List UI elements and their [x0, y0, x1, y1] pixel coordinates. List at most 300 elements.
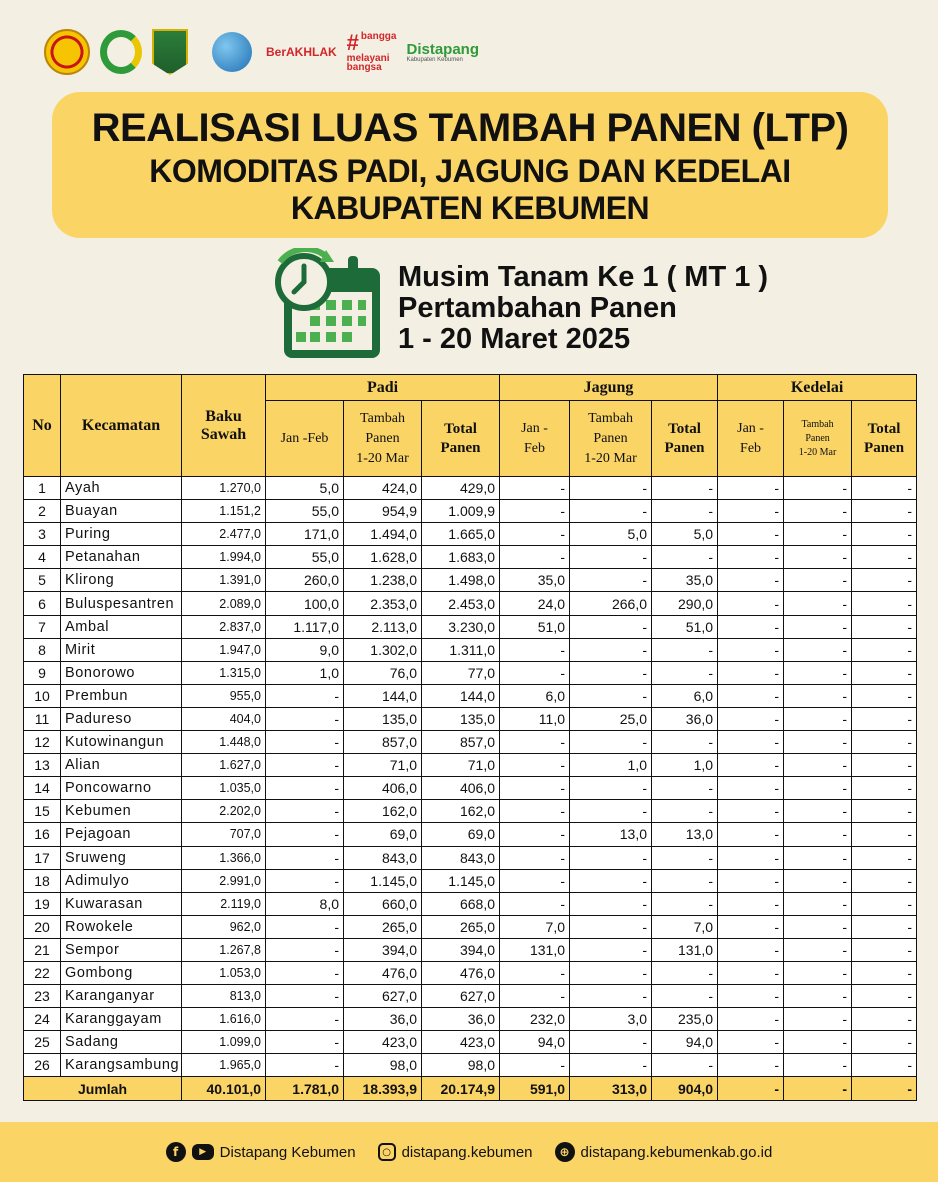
kecamatan-name: Poncowarno — [61, 777, 182, 800]
value-cell: - — [570, 985, 652, 1008]
value-cell: 2.453,0 — [422, 592, 500, 615]
kecamatan-name: Sruweng — [61, 846, 182, 869]
c-logo — [100, 30, 142, 74]
value-cell: 627,0 — [422, 985, 500, 1008]
value-cell: - — [718, 1054, 784, 1077]
value-cell: 1.448,0 — [182, 731, 266, 754]
total-cell: 313,0 — [570, 1077, 652, 1101]
footer-website[interactable] — [555, 1142, 773, 1162]
berakhlak-logo: BerAKHLAK — [266, 45, 337, 59]
value-cell: - — [500, 800, 570, 823]
kecamatan-name: Klirong — [61, 569, 182, 592]
table-row — [24, 800, 917, 823]
total-cell: - — [784, 1077, 852, 1101]
table-row — [24, 823, 917, 846]
value-cell: - — [784, 569, 852, 592]
value-cell: 36,0 — [344, 1008, 422, 1031]
row-number: 11 — [24, 707, 61, 730]
value-cell: 1.099,0 — [182, 1031, 266, 1054]
value-cell: 1,0 — [652, 754, 718, 777]
kecamatan-name: Buluspesantren — [61, 592, 182, 615]
value-cell: - — [570, 615, 652, 638]
value-cell: 35,0 — [652, 569, 718, 592]
value-cell: 1.053,0 — [182, 961, 266, 984]
value-cell: - — [718, 592, 784, 615]
value-cell: 24,0 — [500, 592, 570, 615]
value-cell: - — [500, 500, 570, 523]
value-cell: 71,0 — [422, 754, 500, 777]
header-jagung-total: Total Panen — [652, 401, 718, 477]
kecamatan-name: Alian — [61, 754, 182, 777]
row-number: 18 — [24, 869, 61, 892]
kecamatan-name: Sempor — [61, 938, 182, 961]
value-cell: - — [784, 1008, 852, 1031]
value-cell: 94,0 — [500, 1031, 570, 1054]
value-cell: - — [652, 477, 718, 500]
value-cell: - — [500, 546, 570, 569]
table-row — [24, 985, 917, 1008]
subtitle-line-1: Musim Tanam Ke 1 ( MT 1 ) — [398, 261, 769, 293]
value-cell: - — [718, 915, 784, 938]
value-cell: 1.366,0 — [182, 846, 266, 869]
value-cell: 36,0 — [652, 707, 718, 730]
value-cell: 707,0 — [182, 823, 266, 846]
value-cell: 3.230,0 — [422, 615, 500, 638]
value-cell: - — [570, 1054, 652, 1077]
kecamatan-name: Bonorowo — [61, 661, 182, 684]
value-cell: - — [718, 1031, 784, 1054]
value-cell: - — [570, 869, 652, 892]
table-row — [24, 615, 917, 638]
header-kedelai-jan-feb: Jan - Feb — [718, 401, 784, 477]
row-number: 13 — [24, 754, 61, 777]
value-cell: - — [852, 800, 917, 823]
value-cell: - — [718, 638, 784, 661]
kementan-logo — [44, 29, 90, 75]
row-number: 2 — [24, 500, 61, 523]
row-number: 9 — [24, 661, 61, 684]
value-cell: - — [570, 500, 652, 523]
subtitle-line-2: Pertambahan Panen — [398, 292, 677, 324]
value-cell: 2.113,0 — [344, 615, 422, 638]
value-cell: - — [570, 661, 652, 684]
kecamatan-name: Karanggayam — [61, 1008, 182, 1031]
value-cell: 98,0 — [422, 1054, 500, 1077]
value-cell: 71,0 — [344, 754, 422, 777]
value-cell: - — [266, 707, 344, 730]
table-row — [24, 661, 917, 684]
value-cell: 1.628,0 — [344, 546, 422, 569]
value-cell: 144,0 — [344, 684, 422, 707]
title-banner — [52, 92, 888, 238]
header-padi: Padi — [266, 375, 500, 401]
value-cell: - — [718, 1008, 784, 1031]
value-cell: 3,0 — [570, 1008, 652, 1031]
table-row — [24, 892, 917, 915]
row-number: 7 — [24, 615, 61, 638]
header-jagung: Jagung — [500, 375, 718, 401]
kecamatan-name: Padureso — [61, 707, 182, 730]
value-cell: 2.119,0 — [182, 892, 266, 915]
value-cell: - — [718, 800, 784, 823]
total-cell: 18.393,9 — [344, 1077, 422, 1101]
kecamatan-name: Ambal — [61, 615, 182, 638]
youtube-icon: ▶ — [192, 1144, 214, 1160]
value-cell: - — [266, 777, 344, 800]
value-cell: - — [570, 569, 652, 592]
facebook-icon: f — [166, 1142, 186, 1162]
kecamatan-name: Prembun — [61, 684, 182, 707]
value-cell: - — [784, 707, 852, 730]
value-cell: - — [784, 777, 852, 800]
value-cell: 55,0 — [266, 500, 344, 523]
value-cell: 423,0 — [422, 1031, 500, 1054]
value-cell: - — [266, 800, 344, 823]
value-cell: 13,0 — [570, 823, 652, 846]
value-cell: 98,0 — [344, 1054, 422, 1077]
row-number: 26 — [24, 1054, 61, 1077]
kecamatan-name: Karanganyar — [61, 985, 182, 1008]
value-cell: - — [852, 592, 917, 615]
total-label: Jumlah — [24, 1077, 182, 1101]
value-cell: 69,0 — [344, 823, 422, 846]
value-cell: - — [652, 500, 718, 523]
value-cell: - — [500, 661, 570, 684]
value-cell: - — [570, 777, 652, 800]
value-cell: 9,0 — [266, 638, 344, 661]
value-cell: 51,0 — [652, 615, 718, 638]
globe-logo — [212, 32, 252, 72]
value-cell: 857,0 — [344, 731, 422, 754]
value-cell: 51,0 — [500, 615, 570, 638]
value-cell: 77,0 — [422, 661, 500, 684]
value-cell: - — [784, 638, 852, 661]
value-cell: - — [652, 661, 718, 684]
value-cell: - — [784, 938, 852, 961]
header-kedelai-total: Total Panen — [852, 401, 917, 477]
globe-icon: ⊕ — [555, 1142, 575, 1162]
value-cell: - — [852, 869, 917, 892]
value-cell: - — [784, 823, 852, 846]
value-cell: 476,0 — [422, 961, 500, 984]
value-cell: - — [570, 1031, 652, 1054]
value-cell: - — [784, 546, 852, 569]
value-cell: 8,0 — [266, 892, 344, 915]
value-cell: - — [652, 638, 718, 661]
kecamatan-name: Kuwarasan — [61, 892, 182, 915]
value-cell: - — [784, 1054, 852, 1077]
value-cell: - — [852, 754, 917, 777]
kecamatan-name: Puring — [61, 523, 182, 546]
value-cell: - — [852, 915, 917, 938]
value-cell: - — [852, 731, 917, 754]
value-cell: - — [718, 661, 784, 684]
value-cell: - — [718, 477, 784, 500]
value-cell: 1.145,0 — [344, 869, 422, 892]
value-cell: - — [500, 869, 570, 892]
value-cell: - — [718, 546, 784, 569]
value-cell: - — [500, 638, 570, 661]
value-cell: 266,0 — [570, 592, 652, 615]
value-cell: - — [266, 985, 344, 1008]
row-number: 8 — [24, 638, 61, 661]
value-cell: - — [852, 985, 917, 1008]
table-row — [24, 938, 917, 961]
value-cell: - — [718, 615, 784, 638]
value-cell: - — [652, 777, 718, 800]
value-cell: 265,0 — [422, 915, 500, 938]
value-cell: - — [784, 731, 852, 754]
value-cell: - — [652, 731, 718, 754]
value-cell: 94,0 — [652, 1031, 718, 1054]
table-row — [24, 846, 917, 869]
value-cell: 1.494,0 — [344, 523, 422, 546]
value-cell: - — [852, 615, 917, 638]
row-number: 17 — [24, 846, 61, 869]
row-number: 14 — [24, 777, 61, 800]
value-cell: - — [266, 823, 344, 846]
value-cell: - — [500, 477, 570, 500]
row-number: 12 — [24, 731, 61, 754]
value-cell: - — [266, 684, 344, 707]
value-cell: 69,0 — [422, 823, 500, 846]
value-cell: 100,0 — [266, 592, 344, 615]
table-row — [24, 638, 917, 661]
value-cell: - — [570, 892, 652, 915]
value-cell: - — [784, 684, 852, 707]
value-cell: 2.991,0 — [182, 869, 266, 892]
kecamatan-name: Petanahan — [61, 546, 182, 569]
footer-instagram[interactable] — [378, 1143, 533, 1161]
value-cell: - — [570, 961, 652, 984]
value-cell: - — [852, 938, 917, 961]
value-cell: - — [266, 915, 344, 938]
table-row — [24, 592, 917, 615]
value-cell: - — [852, 892, 917, 915]
value-cell: - — [852, 546, 917, 569]
value-cell: 1,0 — [570, 754, 652, 777]
value-cell: - — [718, 869, 784, 892]
value-cell: 76,0 — [344, 661, 422, 684]
kecamatan-name: Ayah — [61, 477, 182, 500]
value-cell: 955,0 — [182, 684, 266, 707]
value-cell: 429,0 — [422, 477, 500, 500]
value-cell: - — [570, 915, 652, 938]
value-cell: - — [500, 823, 570, 846]
value-cell: - — [784, 892, 852, 915]
value-cell: - — [500, 777, 570, 800]
value-cell: - — [784, 615, 852, 638]
footer-social[interactable] — [166, 1142, 356, 1162]
table-row — [24, 1054, 917, 1077]
value-cell: - — [718, 707, 784, 730]
value-cell: - — [784, 985, 852, 1008]
value-cell: - — [784, 477, 852, 500]
value-cell: - — [784, 592, 852, 615]
value-cell: - — [718, 500, 784, 523]
title-line-3: KABUPATEN KEBUMEN — [290, 190, 650, 226]
value-cell: - — [718, 846, 784, 869]
total-cell: 591,0 — [500, 1077, 570, 1101]
value-cell: - — [718, 961, 784, 984]
row-number: 10 — [24, 684, 61, 707]
header-no: No — [24, 375, 61, 477]
value-cell: 476,0 — [344, 961, 422, 984]
value-cell: 232,0 — [500, 1008, 570, 1031]
row-number: 22 — [24, 961, 61, 984]
value-cell: - — [718, 892, 784, 915]
table-row — [24, 1008, 917, 1031]
value-cell: - — [570, 546, 652, 569]
table-body — [24, 477, 917, 1077]
row-number: 24 — [24, 1008, 61, 1031]
value-cell: 1.270,0 — [182, 477, 266, 500]
value-cell: 1,0 — [266, 661, 344, 684]
value-cell: 7,0 — [652, 915, 718, 938]
row-number: 5 — [24, 569, 61, 592]
value-cell: 1.498,0 — [422, 569, 500, 592]
instagram-handle: distapang.kebumen — [401, 1143, 533, 1161]
value-cell: 2.089,0 — [182, 592, 266, 615]
header-padi-jan-feb: Jan -Feb — [266, 401, 344, 477]
value-cell: - — [570, 938, 652, 961]
value-cell: 162,0 — [344, 800, 422, 823]
table-row — [24, 731, 917, 754]
kecamatan-name: Mirit — [61, 638, 182, 661]
total-row — [24, 1077, 917, 1101]
value-cell: 1.391,0 — [182, 569, 266, 592]
value-cell: 260,0 — [266, 569, 344, 592]
value-cell: - — [852, 477, 917, 500]
value-cell: 135,0 — [344, 707, 422, 730]
value-cell: - — [784, 523, 852, 546]
value-cell: - — [570, 477, 652, 500]
value-cell: - — [718, 523, 784, 546]
value-cell: 171,0 — [266, 523, 344, 546]
kebumen-regency-logo — [152, 29, 188, 75]
distapang-logo: Distapang Kabupaten Kebumen — [406, 40, 479, 63]
value-cell: 406,0 — [422, 777, 500, 800]
value-cell: - — [784, 800, 852, 823]
header-jagung-tambah: Tambah Panen 1-20 Mar — [570, 401, 652, 477]
value-cell: 6,0 — [500, 684, 570, 707]
value-cell: 144,0 — [422, 684, 500, 707]
value-cell: - — [500, 1054, 570, 1077]
value-cell: 36,0 — [422, 1008, 500, 1031]
table-row — [24, 546, 917, 569]
header-padi-tambah: Tambah Panen 1-20 Mar — [344, 401, 422, 477]
value-cell: - — [852, 569, 917, 592]
value-cell: - — [570, 800, 652, 823]
value-cell: - — [266, 754, 344, 777]
value-cell: - — [570, 684, 652, 707]
website-url: distapang.kebumenkab.go.id — [580, 1143, 773, 1161]
value-cell: - — [652, 961, 718, 984]
value-cell: 162,0 — [422, 800, 500, 823]
value-cell: - — [852, 961, 917, 984]
table-row — [24, 569, 917, 592]
value-cell: 131,0 — [500, 938, 570, 961]
table-row — [24, 523, 917, 546]
value-cell: - — [718, 823, 784, 846]
value-cell: - — [784, 961, 852, 984]
row-number: 20 — [24, 915, 61, 938]
value-cell: - — [852, 500, 917, 523]
value-cell: 1.315,0 — [182, 661, 266, 684]
value-cell: 1.665,0 — [422, 523, 500, 546]
value-cell: 2.353,0 — [344, 592, 422, 615]
value-cell: - — [852, 638, 917, 661]
value-cell: - — [852, 846, 917, 869]
value-cell: - — [652, 892, 718, 915]
value-cell: 1.965,0 — [182, 1054, 266, 1077]
row-number: 19 — [24, 892, 61, 915]
value-cell: 2.202,0 — [182, 800, 266, 823]
title-line-2: KOMODITAS PADI, JAGUNG DAN KEDELAI — [149, 153, 791, 189]
kecamatan-name: Adimulyo — [61, 869, 182, 892]
table-row — [24, 777, 917, 800]
kecamatan-name: Pejagoan — [61, 823, 182, 846]
row-number: 3 — [24, 523, 61, 546]
value-cell: - — [718, 777, 784, 800]
value-cell: - — [852, 1054, 917, 1077]
value-cell: - — [266, 869, 344, 892]
row-number: 25 — [24, 1031, 61, 1054]
season-subtitle — [398, 262, 768, 355]
value-cell: 135,0 — [422, 707, 500, 730]
total-cell: - — [852, 1077, 917, 1101]
value-cell: 406,0 — [344, 777, 422, 800]
value-cell: - — [652, 985, 718, 1008]
kecamatan-name: Kebumen — [61, 800, 182, 823]
value-cell: - — [852, 661, 917, 684]
header-kedelai-tambah: Tambah Panen 1-20 Mar — [784, 401, 852, 477]
table-row — [24, 707, 917, 730]
harvest-table — [23, 374, 917, 1101]
table-row — [24, 500, 917, 523]
value-cell: 627,0 — [344, 985, 422, 1008]
value-cell: - — [266, 961, 344, 984]
value-cell: 1.151,2 — [182, 500, 266, 523]
value-cell: - — [718, 684, 784, 707]
value-cell: - — [784, 1031, 852, 1054]
value-cell: 25,0 — [570, 707, 652, 730]
value-cell: - — [718, 938, 784, 961]
row-number: 16 — [24, 823, 61, 846]
value-cell: 1.627,0 — [182, 754, 266, 777]
table-row — [24, 477, 917, 500]
value-cell: - — [852, 684, 917, 707]
value-cell: - — [652, 546, 718, 569]
value-cell: 11,0 — [500, 707, 570, 730]
value-cell: - — [784, 754, 852, 777]
value-cell: - — [266, 1031, 344, 1054]
kecamatan-name: Kutowinangun — [61, 731, 182, 754]
table-row — [24, 915, 917, 938]
value-cell: - — [500, 754, 570, 777]
value-cell: 1.302,0 — [344, 638, 422, 661]
value-cell: 857,0 — [422, 731, 500, 754]
header-jagung-jan-feb: Jan - Feb — [500, 401, 570, 477]
value-cell: - — [500, 892, 570, 915]
value-cell: 235,0 — [652, 1008, 718, 1031]
logo-row — [44, 28, 479, 76]
kecamatan-name: Rowokele — [61, 915, 182, 938]
value-cell: - — [266, 938, 344, 961]
value-cell: - — [500, 961, 570, 984]
value-cell: 2.477,0 — [182, 523, 266, 546]
value-cell: 954,9 — [344, 500, 422, 523]
